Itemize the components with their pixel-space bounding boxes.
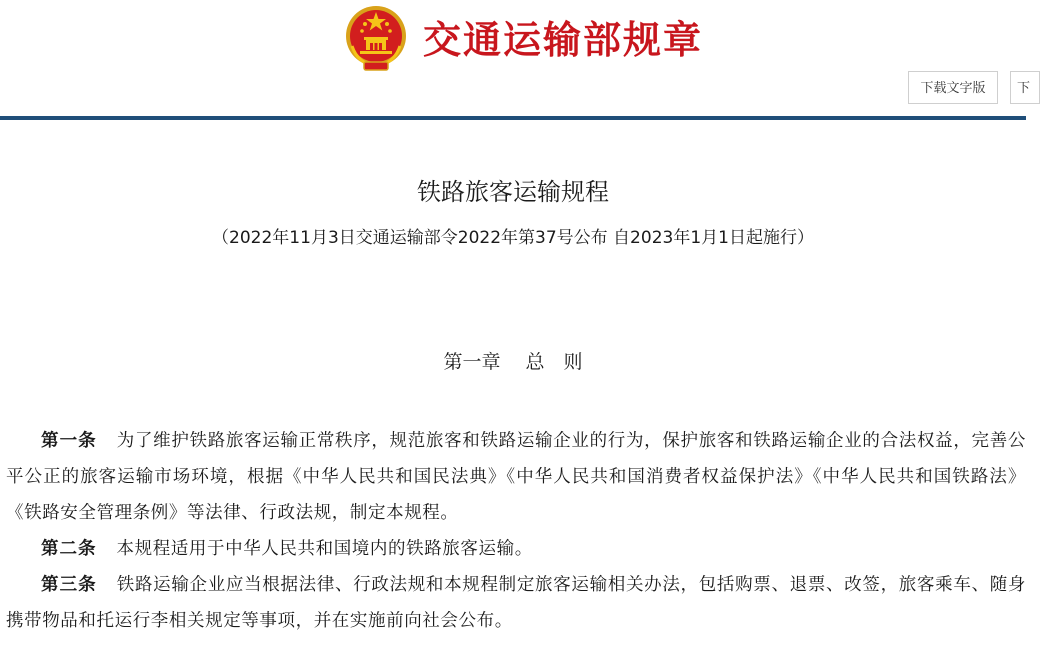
article-2 xyxy=(6,531,1026,567)
article-label: 第三条 xyxy=(41,575,97,595)
site-title: 交通运输部规章 xyxy=(423,17,704,62)
download-text-button[interactable]: 下载文字版 xyxy=(908,71,998,104)
article-1 xyxy=(6,423,1026,531)
article-text: 本规程适用于中华人民共和国境内的铁路旅客运输。 xyxy=(116,539,533,559)
header-divider xyxy=(0,116,1026,120)
document-subtitle: （2022年11月3日交通运输部令2022年第37号公布 自2023年1月1日起施行） xyxy=(212,228,814,248)
article-label: 第二条 xyxy=(41,539,97,559)
document-body xyxy=(6,423,1026,639)
article-label: 第一条 xyxy=(41,431,97,451)
article-3 xyxy=(6,567,1026,639)
download-secondary-button[interactable]: 下 xyxy=(1010,71,1040,104)
article-text: 铁路运输企业应当根据法律、行政法规和本规程制定旅客运输相关办法，包括购票、退票、改签，旅客乘车、随身携带物品和托运行李相关规定等事项，并在实施前向社会公布。 xyxy=(6,575,1027,631)
chapter-heading: 第一章 总 则 xyxy=(443,351,583,373)
national-emblem-icon xyxy=(344,4,408,72)
article-text: 为了维护铁路旅客运输正常秩序，规范旅客和铁路运输企业的行为，保护旅客和铁路运输企业的合法权益，完善公平公正的旅客运输市场环境，根据《中华人民共和国民法典》《中华人民共和国消费者权益保护法》《中华人民共和国铁路法》《铁路安全管理条例》等法律、行政法规，制定本规程。 xyxy=(6,431,1027,523)
document-title: 铁路旅客运输规程 xyxy=(417,178,609,206)
site-header xyxy=(0,0,1031,118)
